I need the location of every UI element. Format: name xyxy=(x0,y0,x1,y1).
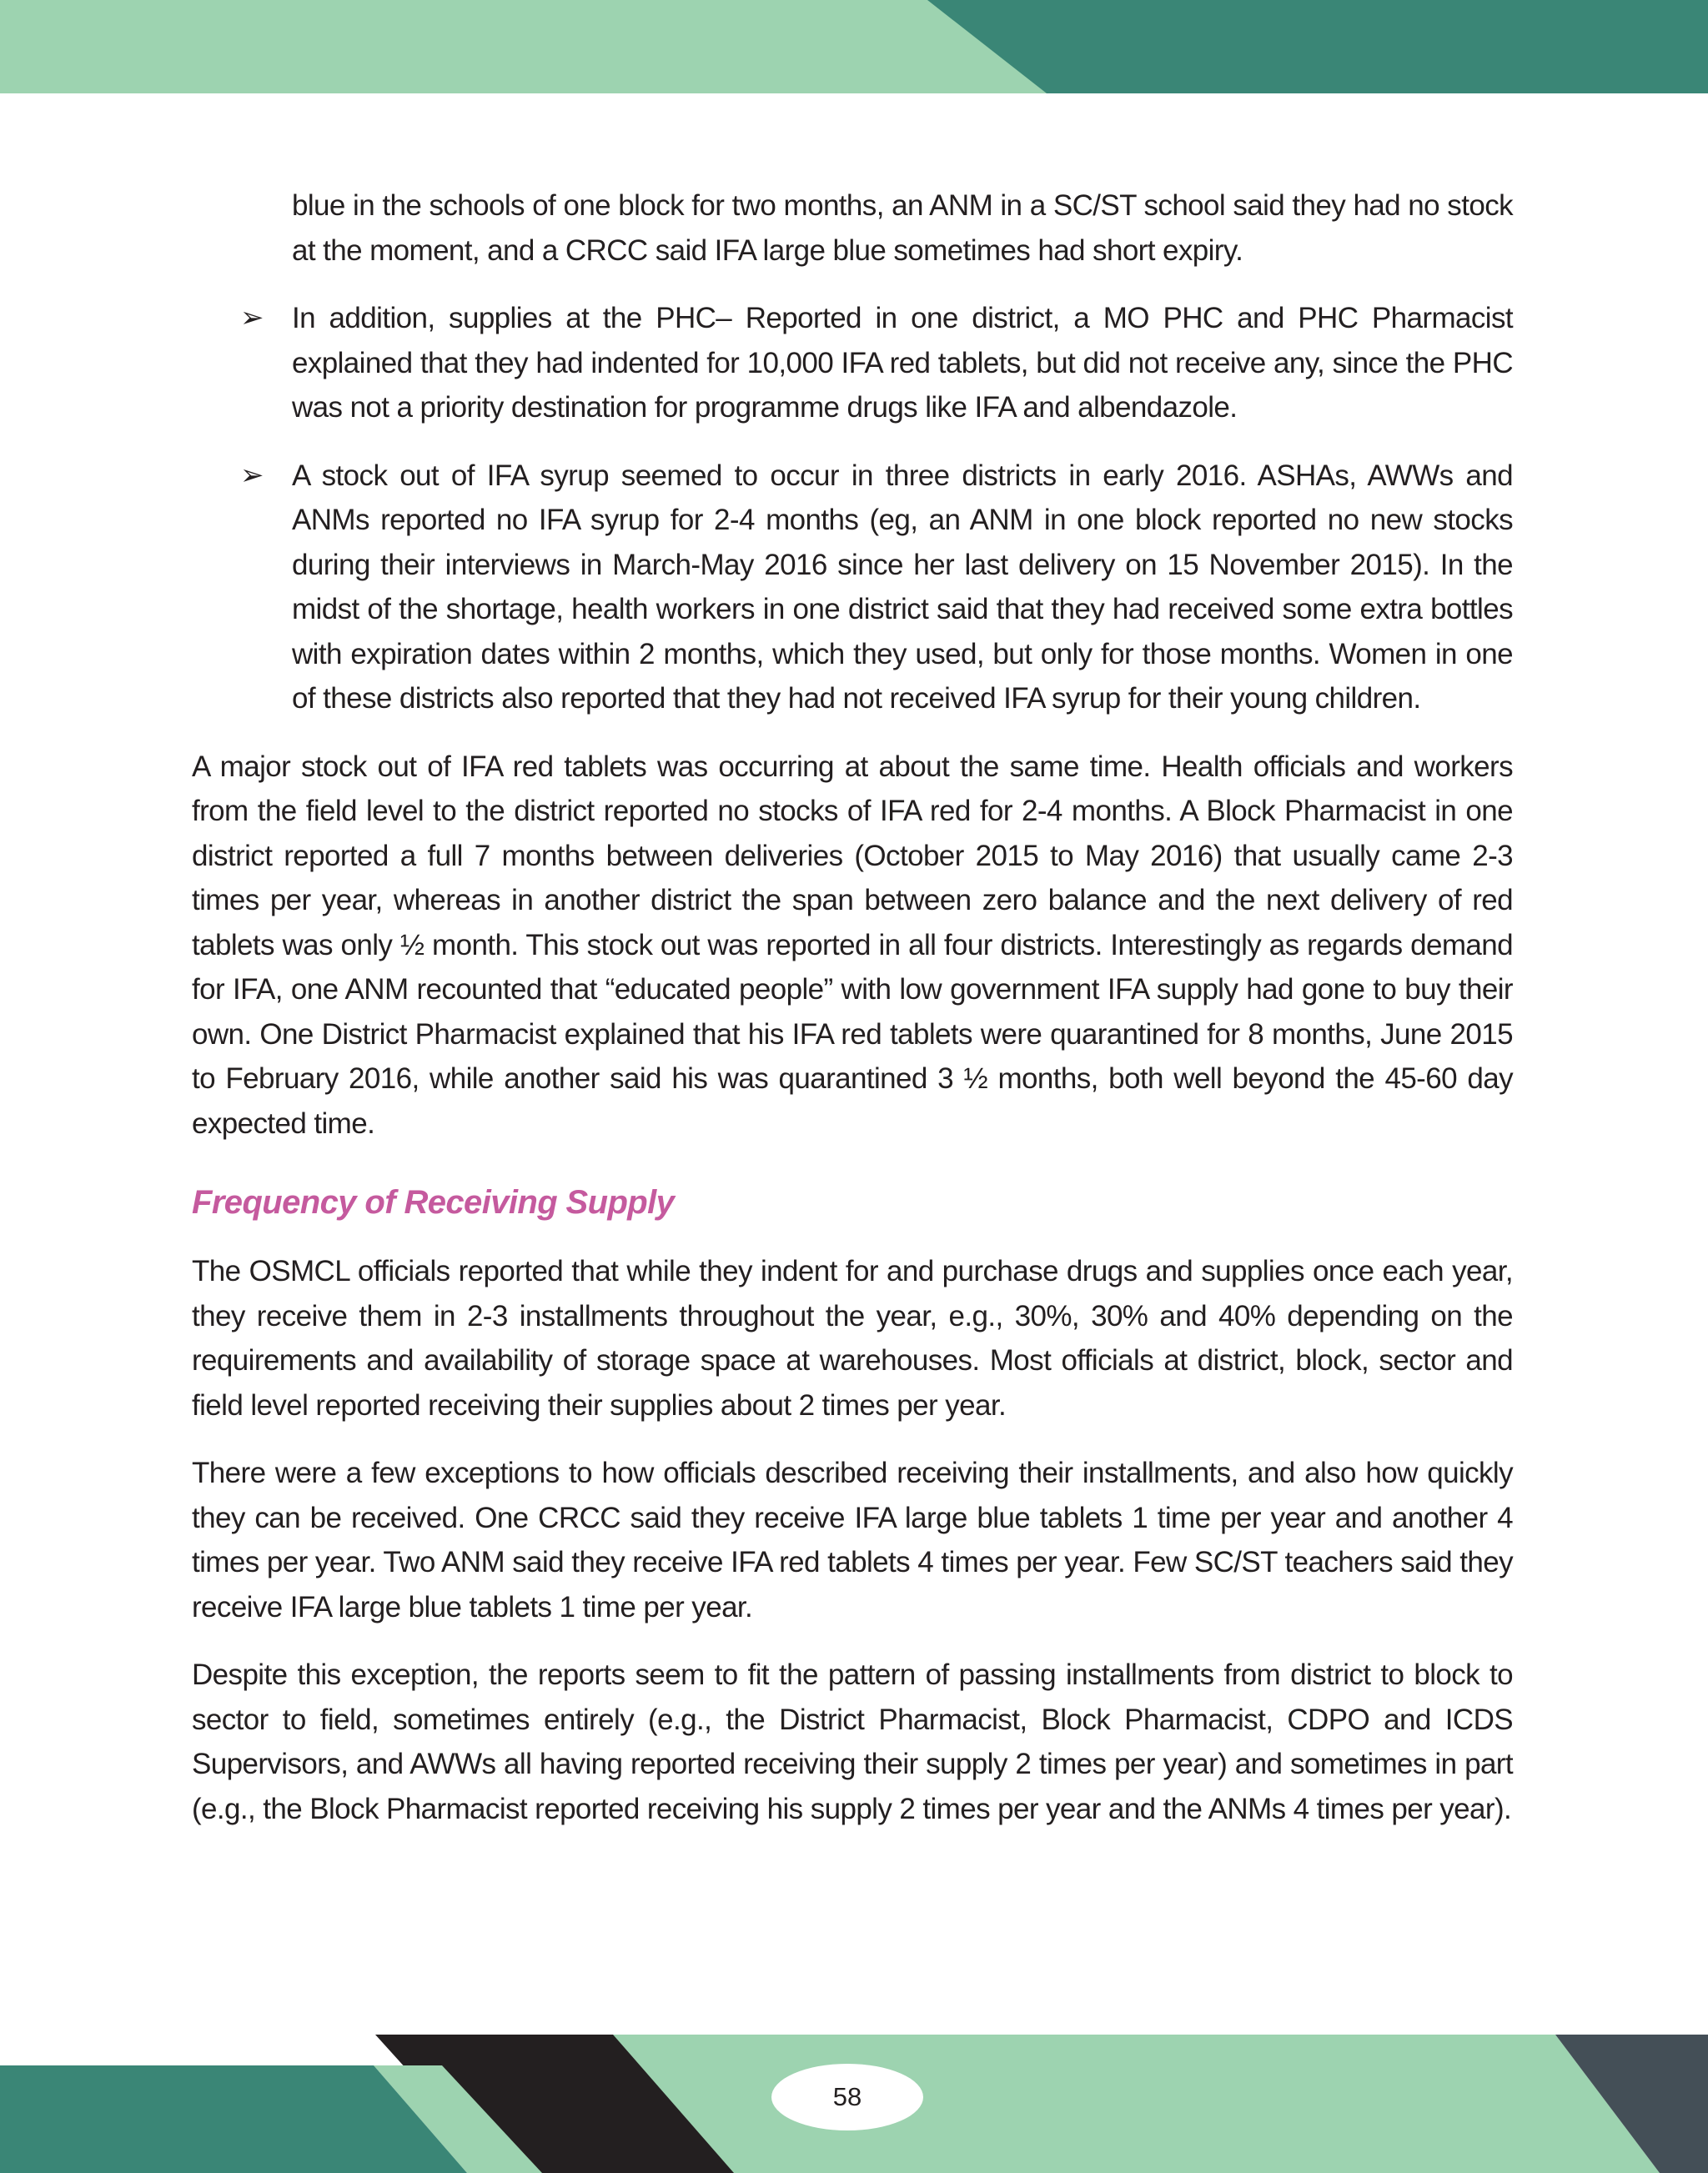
bullet-item-ifa-syrup-stockout xyxy=(240,454,1513,721)
paragraph-exceptions: There were a few exceptions to how officials described receiving their installments, and also how quickly they can be received. One CRCC said they receive IFA large blue tablets 1 time per year and another 4 times per year. Two ANM said they receive IFA red tablets 4 times per year. Few SC/ST teachers said they receive IFA large blue tablets 1 time per year. xyxy=(192,1457,1513,1623)
section-heading: Frequency of Receiving Supply xyxy=(192,1184,675,1221)
page-number xyxy=(771,2064,923,2130)
arrow-bullet-icon: ➢ xyxy=(240,301,264,334)
paragraph-osmcl-installments: The OSMCL officials reported that while they indent for and purchase drugs and supplies once each year, they receive them in 2-3 installments throughout the year, e.g., 30%, 30% and 40% depending on the requirements and availability of storage space at warehouses. Most officials at district, block, sector and field level reported receiving their supplies about 2 times per year. xyxy=(192,1255,1513,1422)
page-number-text: 58 xyxy=(832,2082,862,2111)
document-body xyxy=(192,183,1513,1854)
continuation-paragraph: blue in the schools of one block for two months, an ANM in a SC/ST school said they had no stock at the moment, and a CRCC said IFA large blue sometimes had short expiry. xyxy=(292,189,1513,267)
bottom-band-light-green xyxy=(609,2035,1660,2173)
top-band-teal-shape xyxy=(927,0,1708,93)
bullet-item-phc-supplies xyxy=(240,296,1513,430)
top-decorative-band xyxy=(0,0,1708,93)
bullet-text: In addition, supplies at the PHC– Reported in one district, a MO PHC and PHC Pharmacist explained that they had indented for 10,000 IFA red tablets, but did not receive any, since the PHC was not a priority destination for programme drugs like IFA and albendazole. xyxy=(292,302,1513,424)
bullet-text: A stock out of IFA syrup seemed to occur in three districts in early 2016. ASHAs, AWWs and ANMs reported no IFA syrup for 2-4 months (eg, an ANM in one block reported no new stocks during their interviews in March-May 2016 since her last delivery on 15 November 2015). In the midst of the shortage, health workers in one district said that they had received some extra bottles with expiration dates within 2 months, which they used, but only for those months. Women in one of these districts also reported that they had not received IFA syrup for their young children. xyxy=(292,459,1513,715)
arrow-bullet-icon: ➢ xyxy=(240,458,264,492)
paragraph-red-tablet-stockout: A major stock out of IFA red tablets was occurring at about the same time. Health officials and workers from the field level to the district reported no stocks of IFA red for 2-4 months. A Block Pharmacist in one district reported a full 7 months between deliveries (October 2015 to May 2016) that usually came 2-3 times per year, whereas in another district the span between zero balance and the next delivery of red tablets was only ½ month. This stock out was reported in all four districts. Interestingly as regards demand for IFA, one ANM recounted that “educated people” with low government IFA supply had gone to buy their own. One District Pharmacist explained that his IFA red tablets were quarantined for 8 months, June 2015 to February 2016, while another said his was quarantined 3 ½ months, both well beyond the 45-60 day expected time. xyxy=(192,750,1513,1140)
paragraph-installment-pattern: Despite this exception, the reports seem to fit the pattern of passing installments from district to block to sector to field, sometimes entirely (e.g., the District Pharmacist, Block Pharmacist, CDPO and ICDS Supervisors, and AWWs all having reported receiving their supply 2 times per year) and sometimes in part (e.g., the Block Pharmacist reported receiving his supply 2 times per year and the ANMs 4 times per year). xyxy=(192,1659,1513,1825)
